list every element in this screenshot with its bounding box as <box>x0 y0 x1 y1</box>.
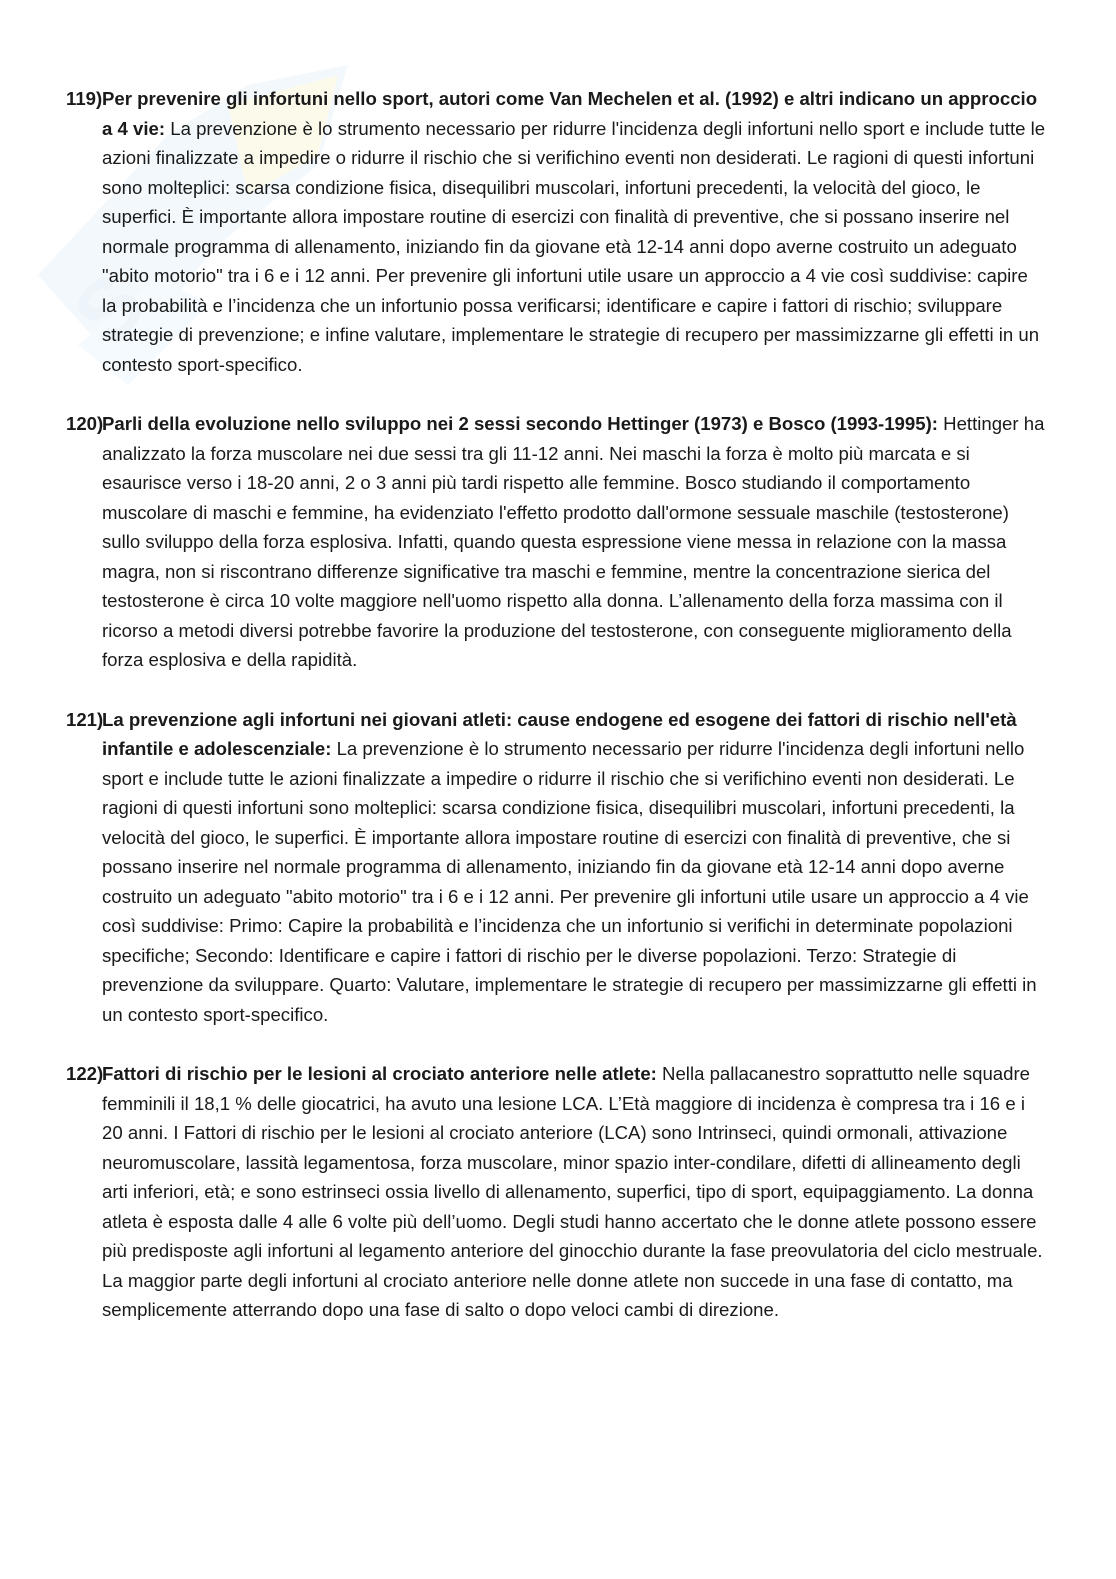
question-number: 121) <box>66 708 104 730</box>
question-number: 119) <box>66 88 103 109</box>
document-body <box>66 84 1046 1355</box>
answer-text: La prevenzione è lo strumento necessario per ridurre l'incidenza degli infortuni nello sport e include tutte le azioni finalizzate a impedire o ridurre il rischio che si verifichino eventi non desiderati. Le ragioni di questi infortuni sono molteplici: scarsa condizione fisica, disequilibri muscolari, infortuni precedenti, la velocità del gioco, le superfici. È importante allora impostare routine di esercizi con finalità di preventive, che si possano inserire nel normale programma di allenamento, iniziando fin da giovane età 12-14 anni dopo averne costruito un adeguato "abito motorio" tra i 6 e i 12 anni. Per prevenire gli infortuni utile usare un approccio a 4 vie così suddivise: capire la probabilità e l’incidenza che un infortunio possa verificarsi; identificare e capire i fattori di rischio; sviluppare strategie di prevenzione; e infine valutare, implementare le strategie di recupero per massimizzarne gli effetti in un contesto sport-specifico. <box>102 117 1046 375</box>
question-paragraph <box>102 705 1046 1030</box>
question-heading: Fattori di rischio per le lesioni al crociato anteriore nelle atlete: <box>102 1063 657 1084</box>
question-heading: Per prevenire gli infortuni nello sport, autori come Van Mechelen et al. (1992) e altri indicano un approccio a 4 vie: <box>102 88 1038 139</box>
question-heading: La prevenzione agli infortuni nei giovani atleti: cause endogene ed esogene dei fattori di rischio nell'età infantile e adolescenziale: <box>102 708 1017 759</box>
answer-text: Nella pallacanestro soprattutto nelle squadre femminili il 18,1 % delle giocatrici, ha avuto una lesione LCA. L’Età maggiore di incidenza è compresa tra i 16 e i 20 anni. I Fattori di rischio per le lesioni al crociato anteriore (LCA) sono Intrinseci, quindi ormonali, attivazione neuromuscolare, lassità legamentosa, forza muscolare, minor spazio inter-condilare, difetti di allineamento degli arti inferiori, età; e sono estrinseci ossia livello di allenamento, superfici, tipo di sport, equipaggiamento. La donna atleta è esposta dalle 4 alle 6 volte più dell’uomo. Degli studi hanno accertato che le donne atlete possono essere più predisposte agli infortuni al legamento anteriore del ginocchio durante la fase preovulatoria del ciclo mestruale. La maggior parte degli infortuni al crociato anteriore nelle donne atlete non succede in una fase di contatto, ma semplicemente atterrando dopo una fase di salto o dopo veloci cambi di direzione. <box>102 1063 1043 1320</box>
question-paragraph <box>102 84 1046 379</box>
question-paragraph <box>102 409 1046 675</box>
svg-text:S: S <box>55 254 164 364</box>
question-heading: Parli della evoluzione nello sviluppo nei 2 sessi secondo Hettinger (1973) e Bosco (1993-1995): <box>102 413 938 434</box>
question-entry <box>66 705 1046 1030</box>
answer-text: La prevenzione è lo strumento necessario per ridurre l'incidenza degli infortuni nello sport e include tutte le azioni finalizzate a impedire o ridurre il rischio che si verifichino eventi non desiderati. Le ragioni di questi infortuni sono molteplici: scarsa condizione fisica, disequilibri muscolari, infortuni precedenti, la velocità del gioco, le superfici. È importante allora impostare routine di esercizi con finalità di preventive, che si possano inserire nel normale programma di allenamento, iniziando fin da giovane età 12-14 anni dopo averne costruito un adeguato "abito motorio" tra i 6 e i 12 anni. Per prevenire gli infortuni utile usare un approccio a 4 vie così suddivise: Primo: Capire la probabilità e l’incidenza che un infortunio si verifichi in determinate popolazioni specifiche; Secondo: Identificare e capire i fattori di rischio per le diverse popolazioni. Terzo: Strategie di prevenzione da sviluppare. Quarto: Valutare, implementare le strategie di recupero per massimizzarne gli effetti in un contesto sport-specifico. <box>102 738 1037 1025</box>
question-number: 122) <box>66 1063 104 1084</box>
question-entry <box>66 1059 1046 1325</box>
question-entry <box>66 84 1046 379</box>
question-number: 120) <box>66 413 104 434</box>
question-paragraph <box>102 1059 1046 1325</box>
answer-text: Hettinger ha analizzato la forza muscolare nei due sessi tra gli 11-12 anni. Nei maschi la forza è molto più marcata e si esaurisce verso i 18-20 anni, 2 o 3 anni più tardi rispetto alle femmine. Bosco studiando il comportamento muscolare di maschi e femmine, ha evidenziato l'effetto prodotto dall'ormone sessuale maschile (testosterone) sullo sviluppo della forza esplosiva. Infatti, quando questa espressione viene messa in relazione con la massa magra, non si riscontrano differenze significative tra maschi e femmine, mentre la concentrazione sierica del testosterone è circa 10 volte maggiore nell'uomo rispetto alla donna. L’allenamento della forza massima con il ricorso a metodi diversi potrebbe favorire la produzione del testosterone, con conseguente miglioramento della forza esplosiva e della rapidità. <box>102 413 1045 670</box>
question-entry <box>66 409 1046 675</box>
